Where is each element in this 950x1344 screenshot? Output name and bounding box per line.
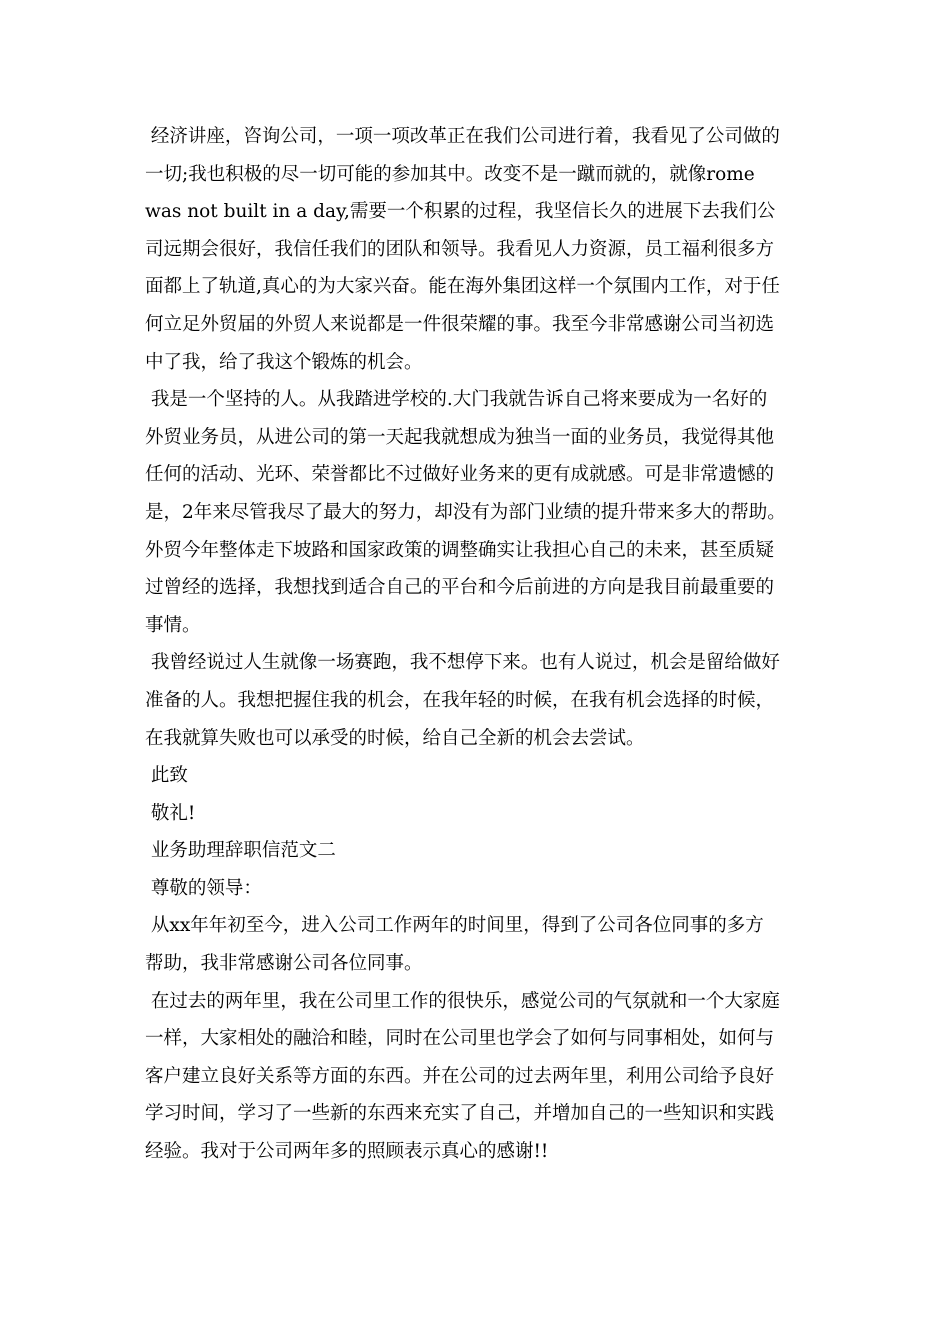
text-line: 准备的人。我想把握住我的机会，在我年轻的时候，在我有机会选择的时候， — [145, 689, 775, 711]
document-body — [145, 118, 810, 1171]
text-line: 经验。我对于公司两年多的照顾表示真心的感谢!! — [145, 1141, 549, 1163]
text-line: 中了我，给了我这个锻炼的机会。 — [145, 351, 423, 373]
text-line: 一切;我也积极的尽一切可能的参加其中。改变不是一蹴而就的，就像rome — [145, 163, 755, 185]
text-line: was not built in a day,需要一个积累的过程，我坚信长久的进展下去我们公 — [145, 201, 776, 223]
greeting — [145, 870, 810, 908]
text-line: 面都上了轨道,真心的为大家兴奋。能在海外集团这样一个氛围内工作，对于任 — [145, 276, 780, 298]
paragraph-2 — [145, 381, 810, 644]
text-line: 尊敬的领导： — [145, 877, 262, 899]
paragraph-5 — [145, 983, 810, 1171]
text-line: 何立足外贸届的外贸人来说都是一件很荣耀的事。我至今非常感谢公司当初选 — [145, 313, 775, 335]
text-line: 任何的活动、光环、荣誉都比不过做好业务来的更有成就感。可是非常遗憾的 — [145, 464, 775, 486]
text-line: 事情。 — [145, 614, 201, 636]
text-line: 在我就算失败也可以承受的时候，给自己全新的机会去尝试。 — [145, 727, 645, 749]
text-line: 此致 — [145, 765, 188, 787]
text-line: 在过去的两年里，我在公司里工作的很快乐，感觉公司的气氛就和一个大家庭 — [145, 990, 780, 1012]
section-title — [145, 832, 810, 870]
text-line: 帮助，我非常感谢公司各位同事。 — [145, 953, 423, 975]
closing-regards — [145, 795, 810, 833]
text-line: 从xx年年初至今，进入公司工作两年的时间里，得到了公司各位同事的多方 — [145, 915, 764, 937]
closing-salutation — [145, 757, 810, 795]
text-line: 外贸今年整体走下坡路和国家政策的调整确实让我担心自己的未来，甚至质疑 — [145, 539, 775, 561]
text-line: 过曾经的选择，我想找到适合自己的平台和今后前进的方向是我目前最重要的 — [145, 577, 775, 599]
paragraph-3 — [145, 644, 810, 757]
paragraph-1 — [145, 118, 810, 381]
text-line: 外贸业务员，从进公司的第一天起我就想成为独当一面的业务员，我觉得其他 — [145, 426, 775, 448]
text-line: 我曾经说过人生就像一场赛跑，我不想停下来。也有人说过，机会是留给做好 — [145, 652, 780, 674]
text-line: 业务助理辞职信范文二 — [145, 840, 336, 862]
text-line: 客户建立良好关系等方面的东西。并在公司的过去两年里，利用公司给予良好 — [145, 1065, 775, 1087]
text-line: 经济讲座，咨询公司，一项一项改革正在我们公司进行着，我看见了公司做的 — [145, 126, 780, 147]
text-line: 我是一个坚持的人。从我踏进学校的.大门我就告诉自己将来要成为一名好的 — [145, 389, 768, 411]
text-line: 敬礼! — [145, 802, 196, 824]
text-line: 一样，大家相处的融洽和睦，同时在公司里也学会了如何与同事相处，如何与 — [145, 1028, 775, 1050]
text-line: 学习时间，学习了一些新的东西来充实了自己，并增加自己的一些知识和实践 — [145, 1103, 775, 1125]
paragraph-4 — [145, 907, 810, 982]
text-line: 是，2年来尽管我尽了最大的努力，却没有为部门业绩的提升带来多大的帮助。 — [145, 501, 786, 523]
text-line: 司远期会很好，我信任我们的团队和领导。我看见人力资源，员工福利很多方 — [145, 238, 775, 260]
